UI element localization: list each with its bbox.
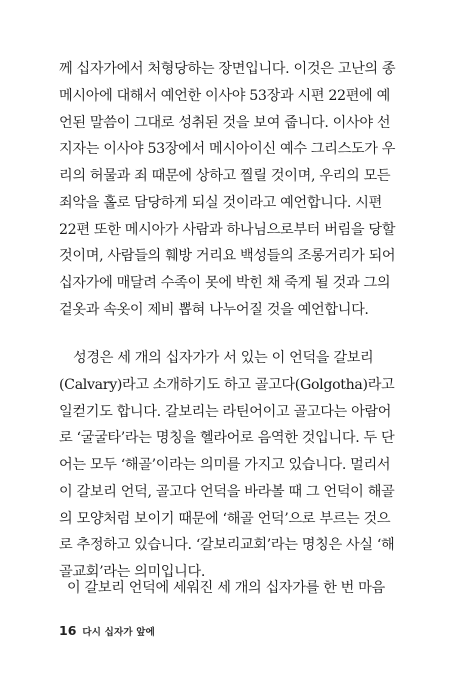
text-line: 일컫기도 합니다. 갈보리는 라틴어이고 골고다는 아람어	[59, 404, 392, 420]
text-line: 22편 또한 메시아가 사람과 하나님으로부터 버림을 당할	[59, 222, 396, 238]
text-line: 리의 허물과 죄 때문에 상하고 찔릴 것이며, 우리의 모든	[59, 168, 391, 184]
text-line: (Calvary)라고 소개하기도 하고 골고다(Golgotha)라고	[59, 377, 395, 393]
page-footer	[59, 623, 155, 641]
text-line: 의 모양처럼 보이기 때문에 ‘해골 언덕’으로 부르는 것으	[59, 511, 391, 527]
text-line: 이 갈보리 언덕, 골고다 언덕을 바라볼 때 그 언덕이 해골	[59, 484, 395, 500]
page-number: 16	[59, 623, 77, 638]
text-line: 것이며, 사람들의 훼방 거리요 백성들의 조롱거리가 되어	[59, 248, 396, 264]
text-line: 메시아에 대해서 예언한 이사야 53장과 시편 22편에 예	[59, 88, 390, 104]
text-line: 이 갈보리 언덕에 세워진 세 개의 십자가를 한 번 마음	[67, 580, 385, 596]
text-line: 로 추정하고 있습니다. ‘갈보리교회’라는 명칭은 사실 ‘해	[59, 537, 395, 553]
text-line: 께 십자가에서 처형당하는 장면입니다. 이것은 고난의 종	[59, 61, 396, 77]
text-line: 로 ‘굴굴타’라는 명칭을 헬라어로 음역한 것입니다. 두 단	[59, 430, 395, 446]
running-title: 다시 십자가 앞에	[82, 627, 156, 638]
text-line: 십자가에 매달려 수족이 못에 박힌 채 죽게 될 것과 그의	[59, 275, 391, 291]
text-line: 언된 말씀이 그대로 성취된 것을 보여 줍니다. 이사야 선	[59, 115, 391, 131]
text-line: 골교회’라는 의미입니다.	[59, 564, 206, 580]
text-line: 죄악을 홀로 담당하게 되실 것이라고 예언합니다. 시편	[59, 195, 382, 211]
text-line: 겉옷과 속옷이 제비 뽑혀 나누어질 것을 예언합니다.	[59, 302, 369, 318]
text-line: 지자는 이사야 53장에서 메시아이신 예수 그리스도가 우	[59, 141, 396, 157]
text-line: 성경은 세 개의 십자가가 서 있는 이 언덕을 갈보리	[73, 350, 374, 366]
text-line: 어는 모두 ‘해골’이라는 의미를 가지고 있습니다. 멀리서	[59, 457, 391, 473]
